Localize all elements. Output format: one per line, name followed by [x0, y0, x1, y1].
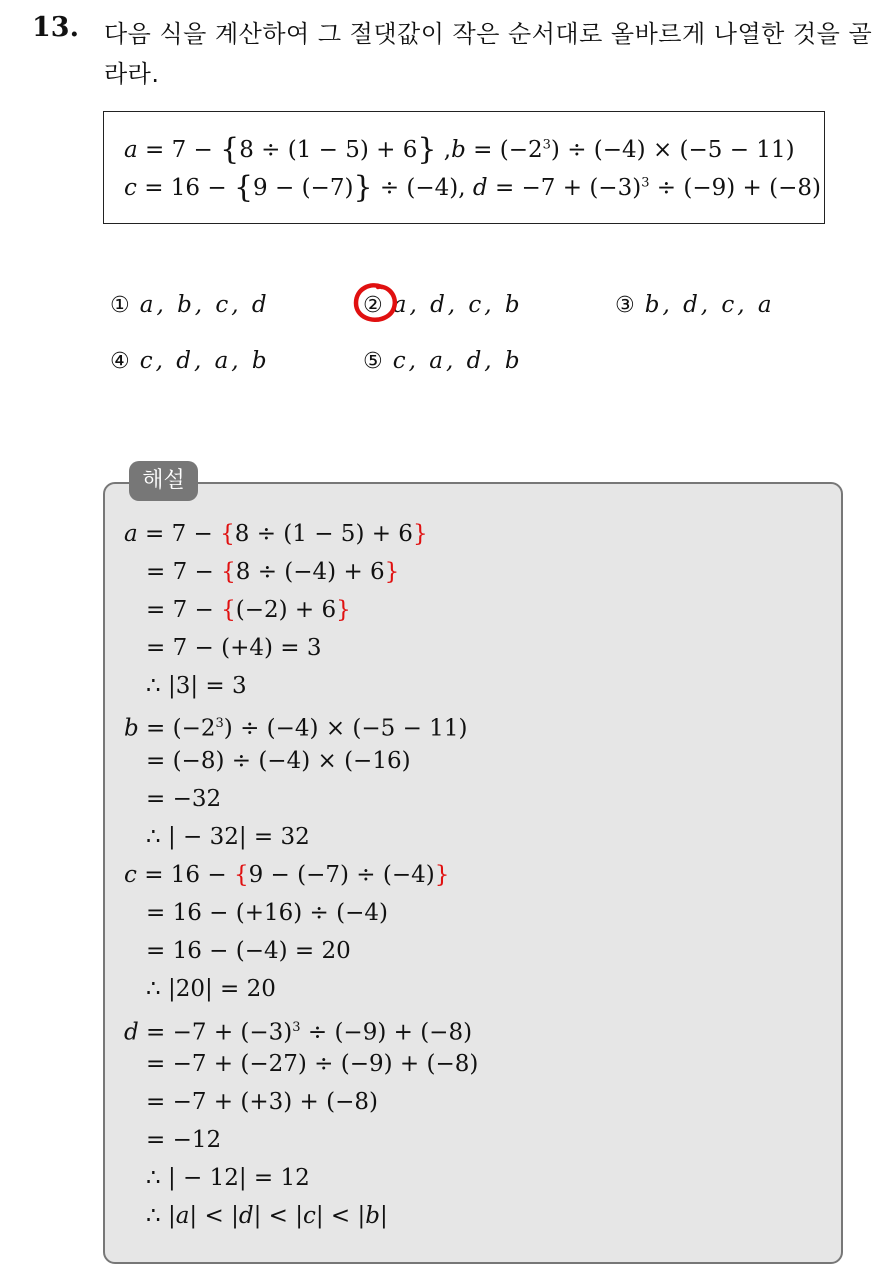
expr-a-post: , [436, 137, 452, 163]
solution-line [124, 933, 478, 971]
solution-line [124, 971, 478, 1009]
choice-number: ⑤ [363, 349, 383, 374]
solution-inner: 8 ÷ (1 − 5) + 6 [234, 521, 413, 547]
solution-text: = −7 + (−27) ÷ (−9) + (−8) [146, 1051, 479, 1078]
solution-text: ∴ | − 32| = 32 [146, 824, 310, 851]
solution-text: = 7 − [137, 521, 221, 547]
red-brace-open: { [220, 521, 235, 547]
given-line-1 [124, 132, 795, 167]
expr-a-pre: = 7 − [137, 137, 221, 163]
solution-text-post: ) ÷ (−4) × (−5 − 11) [223, 716, 468, 743]
expr-c-inner: 9 − (−7) [253, 175, 354, 201]
solution-line [124, 1122, 478, 1160]
question-text: 다음 식을 계산하여 그 절댓값이 작은 순서대로 올바르게 나열한 것을 골라라. [104, 20, 873, 88]
expr-b-post: ) ÷ (−4) × (−5 − 11) [550, 137, 795, 163]
solution-text: = (−8) ÷ (−4) × (−16) [146, 748, 411, 775]
red-brace-open: { [221, 596, 236, 623]
exponent: 3 [292, 1019, 301, 1035]
choice-text: a, b, c, d [139, 292, 270, 318]
solution-text: ∴ |a| < |d| < |c| < |b| [146, 1203, 388, 1230]
solution-text: = (−2 [138, 716, 216, 743]
choice-number: ③ [615, 293, 635, 318]
choice-text: a, d, c, b [392, 292, 523, 318]
solution-line [124, 554, 478, 592]
choice-text: c, a, d, b [392, 348, 523, 374]
solution-line [124, 781, 478, 819]
exponent: 3 [215, 716, 224, 732]
brace-open: { [220, 132, 240, 167]
answer-circle-mark [352, 281, 400, 325]
brace-close: } [417, 132, 437, 167]
solution-line [124, 705, 478, 743]
solution-text: = 7 − (+4) = 3 [146, 634, 322, 661]
red-brace-close: } [412, 521, 428, 547]
expr-c-pre: = 16 − [136, 175, 234, 201]
solution-line [124, 857, 478, 895]
solution-text: = 16 − [136, 862, 234, 889]
solution-text: = 7 − [146, 596, 222, 623]
var-a: a [124, 137, 138, 163]
red-brace-open: { [233, 862, 249, 889]
solution-line [124, 668, 478, 706]
choice-number: ① [110, 293, 130, 318]
red-brace-close: } [434, 862, 450, 889]
given-line-2 [124, 170, 821, 205]
question-number: 13. [32, 12, 79, 43]
expr-d-post: ÷ (−9) + (−8) [649, 175, 821, 201]
variable-name: b [124, 716, 139, 743]
var-b: b [451, 137, 466, 163]
solution-line [124, 630, 478, 668]
choice-1[interactable] [110, 292, 270, 318]
solution-line [124, 1160, 478, 1198]
solution-text-post: ÷ (−9) + (−8) [300, 1019, 473, 1046]
solution-line [124, 1046, 478, 1084]
choice-text: c, d, a, b [139, 348, 270, 374]
solution-text: ∴ |3| = 3 [146, 672, 247, 699]
var-c: c [124, 175, 137, 201]
solution-text: ∴ | − 12| = 12 [146, 1165, 310, 1192]
solution-text: = −7 + (−3) [138, 1019, 293, 1046]
variable-name: c [124, 862, 137, 889]
choice-3[interactable] [615, 292, 775, 318]
red-brace-open: { [221, 558, 236, 585]
brace-close: } [353, 170, 373, 205]
solution-text: = 16 − (−4) = 20 [146, 937, 351, 964]
variable-name: d [124, 1019, 139, 1046]
solution-line [124, 1009, 478, 1047]
red-brace-close: } [336, 596, 351, 623]
expr-d-pre: = −7 + (−3) [487, 175, 642, 201]
solution-line [124, 1084, 478, 1122]
choice-number: ④ [110, 349, 130, 374]
solution-text: ∴ |20| = 20 [146, 975, 276, 1002]
choice-4[interactable] [110, 348, 270, 374]
solution-inner: (−2) + 6 [235, 596, 337, 623]
solution-lines [124, 516, 478, 1236]
solution-text: = −12 [146, 1127, 222, 1154]
solution-label: 해설 [129, 461, 198, 501]
solution-text: = −32 [146, 786, 222, 813]
solution-line [124, 819, 478, 857]
solution-inner: 9 − (−7) ÷ (−4) [248, 862, 435, 889]
expr-d-exp: 3 [641, 175, 650, 191]
given-expressions-box [103, 111, 825, 224]
expr-b-pre: = (−2 [465, 137, 543, 163]
solution-text: = −7 + (+3) + (−8) [146, 1089, 378, 1116]
red-brace-close: } [384, 558, 400, 585]
solution-text: = 7 − [146, 558, 222, 585]
solution-line [124, 1198, 478, 1236]
choice-text: b, d, c, a [644, 292, 775, 318]
expr-c-post: ÷ (−4), [372, 175, 473, 201]
variable-name: a [124, 521, 138, 547]
choice-number: ② [363, 293, 383, 318]
solution-line [124, 895, 478, 933]
choice-5[interactable] [363, 348, 523, 374]
solution-line [124, 743, 478, 781]
expr-a-inner: 8 ÷ (1 − 5) + 6 [239, 137, 418, 163]
solution-text: = 16 − (+16) ÷ (−4) [146, 899, 388, 926]
brace-open: { [233, 170, 254, 205]
solution-line [124, 592, 478, 630]
var-d: d [472, 175, 488, 201]
solution-line [124, 516, 478, 554]
solution-inner: 8 ÷ (−4) + 6 [235, 558, 385, 585]
expr-b-exp: 3 [542, 137, 551, 153]
